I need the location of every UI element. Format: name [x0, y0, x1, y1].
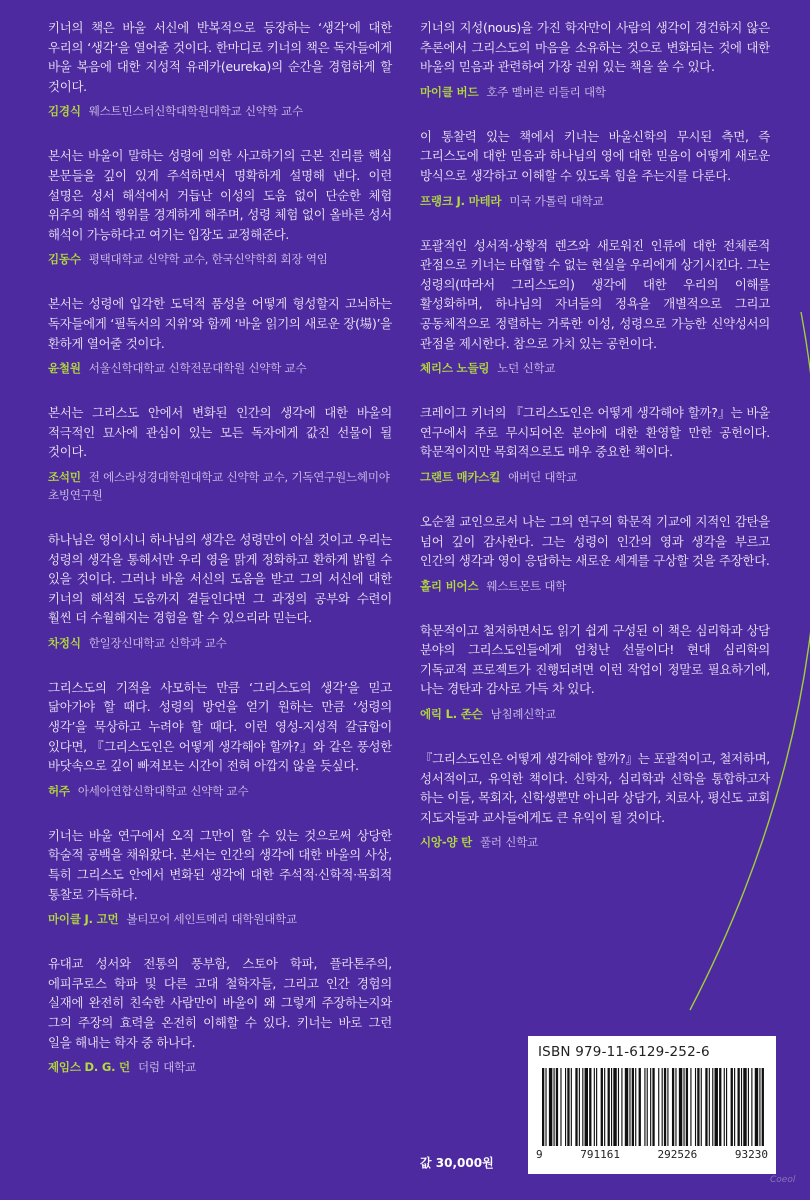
endorsement-text: 이 통찰력 있는 책에서 키너는 바울신학의 무시된 측면, 즉 그리스도에 대한 믿음과 하나님의 영에 대한 믿음이 어떻게 새로운 방식으로 생각하고 이해할 수 있도록 힘을 주는지를 다룬다.: [420, 128, 770, 183]
barcode-bar: [709, 1068, 710, 1146]
endorsement-attribution: [48, 910, 392, 928]
endorsement-attribution: [48, 782, 392, 800]
barcode-bar: [554, 1068, 555, 1146]
endorser-name: 김동수: [48, 252, 81, 267]
barcode-bar: [579, 1068, 580, 1146]
endorsement-block: [420, 621, 770, 723]
endorser-affiliation: 더럼 대학교: [137, 1060, 196, 1075]
barcode-bar: [751, 1068, 752, 1146]
endorsement-block: [420, 127, 770, 210]
endorsement-block: [420, 512, 770, 595]
barcode-digit-group: 93230: [734, 1148, 768, 1161]
endorsement-block: [420, 403, 770, 486]
endorser-affiliation: 웨스트몬트 대학: [486, 578, 567, 593]
endorsement-block: [48, 146, 392, 268]
barcode-bar: [672, 1068, 674, 1146]
endorser-name: 체리스 노들링: [420, 361, 490, 376]
endorser-name: 허주: [48, 783, 70, 798]
barcode-bar: [762, 1068, 764, 1146]
endorser-name: 차정식: [48, 635, 81, 650]
barcode-bar: [635, 1068, 636, 1146]
barcode-bar: [625, 1068, 628, 1146]
endorser-affiliation: 한일장신대학교 신학과 교수: [88, 635, 227, 650]
endorsement-attribution: [48, 250, 392, 268]
endorser-affiliation: 서울신학대학교 신학전문대학원 신약학 교수: [88, 361, 307, 376]
endorsement-text: 본서는 성령에 입각한 도덕적 품성을 어떻게 형성할지 고뇌하는 독자들에게 ‘필독서의 지위’와 함께 ‘바울 읽기의 새로운 장(場)’을 환하게 열어줄 것이다.: [48, 296, 392, 351]
barcode-bar: [738, 1068, 740, 1146]
endorser-affiliation: 애버딘 대학교: [508, 469, 578, 484]
barcode-bar: [759, 1068, 760, 1146]
endorser-name: 홀리 비어스: [420, 578, 479, 593]
endorsement-attribution: [48, 359, 392, 377]
barcode-bar: [726, 1068, 727, 1146]
endorsement-attribution: [420, 833, 770, 851]
barcode-bar: [545, 1068, 546, 1146]
endorsement-attribution: [420, 192, 770, 210]
endorsement-text: 키너의 책은 바울 서신에 반복적으로 등장하는 ‘생각’에 대한 우리의 ‘생각’을 열어줄 것이다. 한마디로 키너의 책은 독자들에게 바울 복음에 대한 지성적 유레카(eureka)의 순간을 경험하게 할 것이다.: [48, 20, 392, 94]
barcode-bar: [683, 1068, 684, 1146]
barcode-bar: [719, 1068, 721, 1146]
barcode-bar: [652, 1068, 654, 1146]
barcode-bar: [675, 1068, 676, 1146]
barcode-bar: [560, 1068, 561, 1146]
endorser-name: 프랭크 J. 마테라: [420, 193, 502, 208]
barcode-digits: [532, 1148, 772, 1161]
endorsement-attribution: [420, 468, 770, 486]
barcode-digit-group: 9: [536, 1148, 543, 1161]
barcode-bar: [639, 1068, 641, 1146]
barcode-bar: [589, 1068, 591, 1146]
barcode-bar: [686, 1068, 688, 1146]
barcode-bar: [741, 1068, 742, 1146]
price-label: 값 30,000원: [420, 1156, 494, 1170]
endorser-name: 김경식: [48, 104, 81, 119]
barcode-bar: [604, 1068, 605, 1146]
endorsement-text: 학문적이고 철저하면서도 읽기 쉽게 구성된 이 책은 심리학과 상담 분야의 그리스도인들에게 엄청난 선물이다! 현대 심리학의 기독교적 프로젝트가 진행되려면 이런 작업이 정말로 필요하기에, 나는 경탄과 감사로 가득 차 있다.: [420, 622, 770, 697]
barcode-bar: [734, 1068, 735, 1146]
endorsement-text: 본서는 바울이 말하는 성령에 의한 사고하기의 근본 진리를 핵심 본문들을 깊이 있게 주석하면서 명확하게 설명해 낸다. 이런 설명은 성서 해석에서 거듭난 이성의 도움 없이 단순한 체험 위주의 해석 행위를 경계하게 해주며, 성령 체험 없이 올바른 성서 해석이 가능하다고 여기는 입장도 교정해준다.: [48, 148, 392, 242]
endorsement-text: 본서는 그리스도 안에서 변화된 인간의 생각에 대한 바울의 적극적인 묘사에 관심이 있는 모든 독자에게 값진 선물이 될 것이다.: [48, 405, 392, 460]
isbn-label: ISBN 979-11-6129-252-6: [538, 1044, 710, 1060]
endorsement-attribution: [420, 359, 770, 377]
endorsement-text: 하나님은 영이시니 하나님의 생각은 성령만이 아실 것이고 우리는 성령의 생각을 통해서만 우리 영을 맑게 정화하고 환하게 밝힐 수 있을 것이다. 그러나 바울 서신의 도움을 받고 그의 서신에 대한 키너의 해석적 도움까지 곁들인다면 그 과정의 공부와 수련이 훨씬 더 수월해지는 경험을 할 수 있으리라 믿는다.: [48, 531, 392, 626]
endorser-name: 윤철원: [48, 361, 81, 376]
barcode-bar: [755, 1068, 758, 1146]
endorsement-attribution: [420, 577, 770, 595]
barcode-bar: [644, 1068, 645, 1146]
endorser-name: 조석민: [48, 469, 81, 484]
barcode-bar: [611, 1068, 612, 1146]
endorsement-text: 그리스도의 기적을 사모하는 만큼 ‘그리스도의 생각’을 믿고 닮아가야 할 때다. 성령의 방언을 얻기 원하는 만큼 ‘성령의 생각’을 묵상하고 누려야 할 때다. 이런 영성-지성적 갈급함이 있다면, 『그리스도인은 어떻게 생각해야 할까?』와 같은 풍성한 바닷속으로 깊이 빠져보는 시간이 전혀 아깝지 않을 듯싶다.: [48, 679, 392, 774]
endorsement-block: [420, 18, 770, 101]
endorser-affiliation: 미국 가톨릭 대학교: [509, 193, 604, 208]
right-endorsement-column: [420, 18, 770, 877]
endorsement-block: [48, 530, 392, 652]
barcode-bar: [705, 1068, 707, 1146]
endorser-affiliation: 남침례신학교: [490, 707, 557, 722]
barcode-bar: [632, 1068, 634, 1146]
endorsement-block: [48, 678, 392, 800]
barcode-digit-group: 791161: [580, 1148, 620, 1161]
barcode-bar: [658, 1068, 659, 1146]
barcode-bar: [542, 1068, 544, 1146]
barcode-bar: [662, 1068, 663, 1146]
endorsement-attribution: [48, 1058, 392, 1076]
left-endorsement-column: [48, 18, 392, 1102]
barcode-bar: [629, 1068, 630, 1146]
barcode-bar: [650, 1068, 651, 1146]
barcode-bar: [697, 1068, 699, 1146]
endorsement-text: 유대교 성서와 전통의 풍부함, 스토아 학파, 플라톤주의, 에피쿠로스 학파 및 다른 고대 철학자들, 그리고 인간 경험의 실재에 완전히 친숙한 사람만이 바울이 왜 그렇게 주장하는지와 그의 주장의 효력을 온전히 이해할 수 있다. 키너는 바로 그런 일을 해내는 학자 중 하나다.: [48, 956, 392, 1050]
endorsement-block: [48, 826, 392, 928]
endorser-name: 마이클 버드: [420, 84, 479, 99]
endorsement-block: [48, 954, 392, 1076]
barcode-bar: [582, 1068, 583, 1146]
endorsement-text: 크레이그 키너의 『그리스도인은 어떻게 생각해야 할까?』는 바울 연구에서 주로 무시되어온 분야에 대한 환영할 만한 공헌이다. 학문적이지만 목회적으로도 매우 중요한 책이다.: [420, 405, 770, 460]
barcode-bar: [690, 1068, 691, 1146]
isbn-barcode-box: [528, 1036, 776, 1174]
endorsement-attribution: [48, 468, 392, 504]
barcode-bar: [613, 1068, 616, 1146]
endorsement-attribution: [420, 83, 770, 101]
barcode-bar: [679, 1068, 682, 1146]
endorsement-text: 키너는 바울 연구에서 오직 그만이 할 수 있는 것으로써 상당한 학술적 공백을 채워왔다. 본서는 인간의 생각에 대한 바울의 사상, 특히 그리스도 안에서 변화된 생각에 대한 주석적·신학적·목회적 통찰로 가득하다.: [48, 827, 392, 902]
barcode-digit-group: 292526: [657, 1148, 698, 1161]
barcode-bar: [601, 1068, 603, 1146]
barcode-bar: [549, 1068, 552, 1146]
endorsement-attribution: [48, 634, 392, 652]
barcode-bar: [585, 1068, 588, 1146]
barcode-bar: [571, 1068, 572, 1146]
endorser-affiliation: 풀러 신학교: [480, 835, 539, 850]
endorsement-attribution: [48, 102, 392, 120]
endorser-name: 제임스 D. G. 던: [48, 1060, 130, 1075]
barcode-bar: [621, 1068, 622, 1146]
endorsement-block: [48, 294, 392, 377]
endorser-affiliation: 웨스트민스터신학대학원대학교 신약학 교수: [88, 104, 303, 119]
barcode-bar: [701, 1068, 702, 1146]
barcode-bar: [567, 1068, 569, 1146]
endorser-affiliation: 볼티모어 세인트메리 대학원대학교: [126, 912, 297, 927]
endorser-affiliation: 아세아연합신학대학교 신약학 교수: [77, 783, 249, 798]
endorser-name: 시앙-양 탄: [420, 835, 473, 850]
endorser-affiliation: 전 에스라성경대학원대학교 신약학 교수, 기독연구원느헤미야 초빙연구원: [48, 469, 390, 502]
endorsement-attribution: [420, 705, 770, 723]
endorsement-block: [420, 236, 770, 378]
endorsement-block: [420, 749, 770, 851]
endorser-affiliation: 노던 신학교: [497, 361, 556, 376]
barcode-bar: [743, 1068, 746, 1146]
barcode-bar: [647, 1068, 648, 1146]
endorsement-block: [48, 403, 392, 504]
endorser-name: 그랜트 매카스킬: [420, 469, 501, 484]
barcode-bar: [664, 1068, 666, 1146]
barcode-bar: [556, 1068, 558, 1146]
barcode-bar: [575, 1068, 577, 1146]
barcode-bar: [596, 1068, 597, 1146]
barcode-graphic: [538, 1068, 766, 1146]
barcode-bar: [667, 1068, 668, 1146]
barcode-bar: [715, 1068, 718, 1146]
barcode-bar: [724, 1068, 725, 1146]
endorsement-text: 오순절 교인으로서 나는 그의 연구의 학문적 기교에 지적인 감탄을 넘어 깊이 감사한다. 그는 성령이 인간의 영과 생각을 부르고 인간의 생각과 영이 응답하는 새로운 세계를 구상할 것을 주장한다.: [420, 513, 770, 569]
endorser-name: 에릭 L. 존슨: [420, 707, 483, 722]
barcode-bar: [695, 1068, 696, 1146]
barcode-bar: [608, 1068, 610, 1146]
endorsement-text: 포괄적인 성서적·상황적 렌즈와 새로워진 인류에 대한 전체론적 관점으로 키너는 타협할 수 없는 현실을 우리에게 상기시킨다. 그는 성령의(따라서 그리스도의) 생각에 대한 우리의 이해를 활성화하며, 하나님의 자녀들의 정욕을 개별적으로 그리고 공동체적으로 정렬하는 거룩한 이성, 성령으로 가능한 신약성서의 관점을 제시한다. 참으로 가치 있는 공헌이다.: [420, 237, 770, 351]
endorsement-text: 『그리스도인은 어떻게 생각해야 할까?』는 포괄적이고, 철저하며, 성서적이고, 유익한 책이다. 신학자, 심리학과 신학을 통합하고자 하는 이들, 목회자, 신학생뿐만 아니라 상담가, 치료사, 평신도 교회 지도자들과 교사들에게도 큰 유익이 될 것이다.: [420, 751, 770, 825]
endorser-affiliation: 호주 멜버른 리들리 대학: [486, 84, 606, 99]
endorser-affiliation: 평택대학교 신약학 교수, 한국신약학회 회장 역임: [88, 252, 328, 267]
endorsement-text: 키너의 지성(nous)을 가진 학자만이 사람의 생각이 경건하지 않은 추론에서 그리스도의 마음을 소유하는 것으로 변화되는 것에 대한 바울의 믿음과 관련하여 가장 권위 있는 책을 쓸 수 있다.: [420, 20, 770, 75]
barcode-bar: [731, 1068, 733, 1146]
signature-mark: Coeol: [770, 1175, 796, 1185]
barcode-bar: [594, 1068, 595, 1146]
barcode-bar: [618, 1068, 619, 1146]
endorser-name: 마이클 J. 고먼: [48, 912, 119, 927]
barcode-bar: [712, 1068, 713, 1146]
barcode-bar: [565, 1068, 566, 1146]
endorsement-block: [48, 18, 392, 120]
barcode-bar: [748, 1068, 749, 1146]
